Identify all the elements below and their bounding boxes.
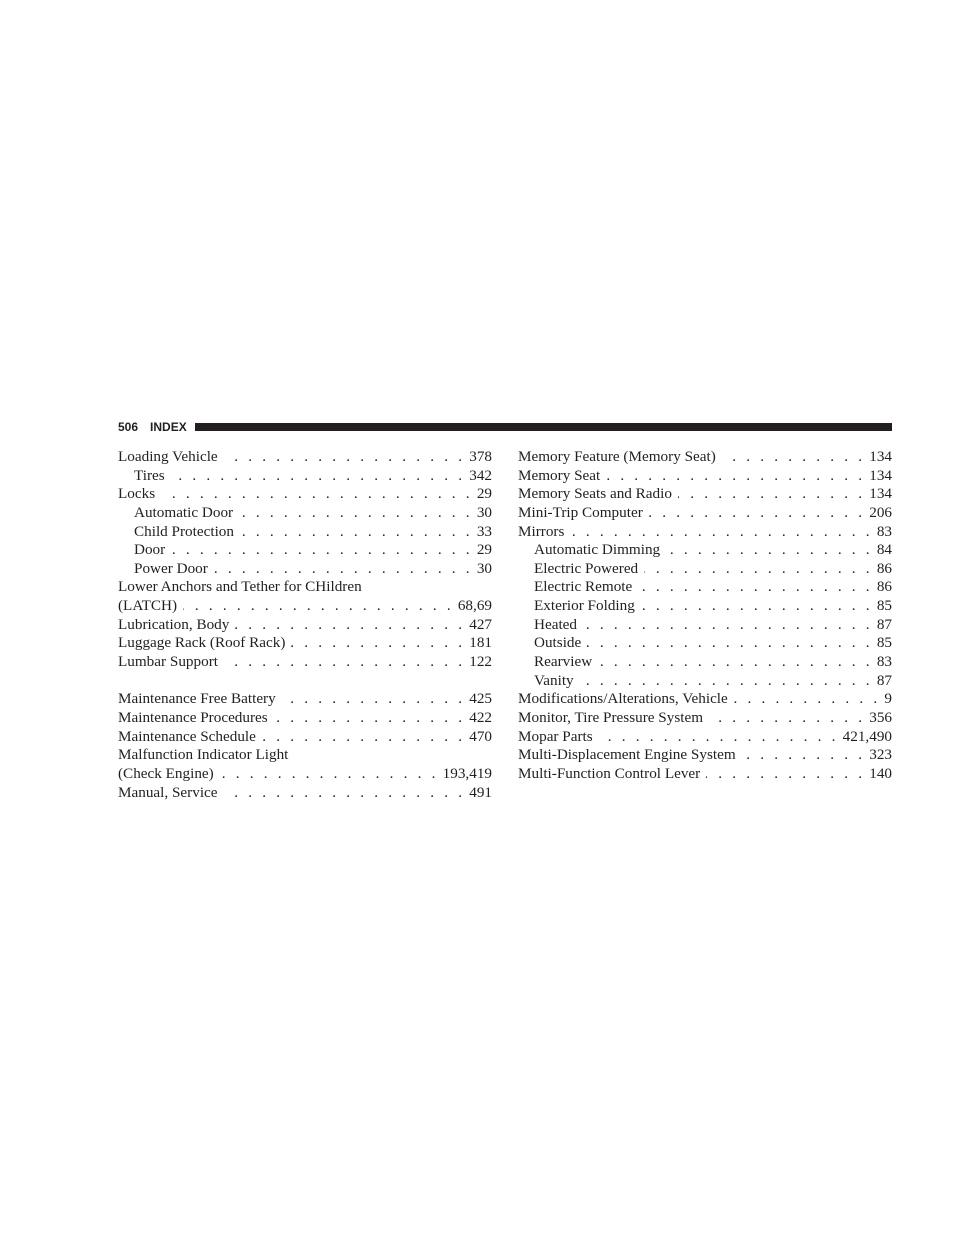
- dot-leader: [742, 746, 866, 765]
- index-page-ref: 29: [476, 485, 492, 503]
- dot-leader: [570, 523, 872, 542]
- index-entry: [518, 467, 892, 486]
- index-entry: [518, 746, 892, 765]
- index-page-ref: 342: [469, 466, 492, 484]
- index-page-ref: 356: [869, 708, 892, 726]
- dot-leader: [587, 634, 873, 653]
- index-entry: [118, 578, 492, 597]
- index-page-ref: 206: [869, 503, 892, 521]
- dot-leader: [262, 728, 465, 747]
- index-term: Exterior Folding: [534, 597, 635, 615]
- dot-leader: [183, 597, 454, 616]
- dot-leader: [224, 784, 466, 803]
- index-subentry: [518, 634, 892, 653]
- index-entry: [118, 709, 492, 728]
- index-term: Modifications/Alterations, Vehicle: [518, 690, 728, 708]
- dot-leader: [161, 485, 473, 504]
- index-page-ref: 33: [476, 522, 492, 540]
- index-subentry: [518, 672, 892, 691]
- index-page-ref: 421,490: [842, 727, 892, 745]
- index-page-ref: 86: [876, 578, 892, 596]
- index-entry: [518, 765, 892, 784]
- index-term: Multi-Displacement Engine System: [518, 746, 736, 764]
- index-term: Loading Vehicle: [118, 448, 218, 465]
- index-page-ref: 422: [469, 708, 492, 726]
- index-term: Automatic Dimming: [534, 541, 661, 559]
- index-subentry: [518, 653, 892, 672]
- index-term: (Check Engine): [118, 764, 214, 782]
- index-entry: [118, 485, 492, 504]
- index-page-ref: 29: [476, 541, 492, 559]
- index-entry: [118, 597, 492, 616]
- index-page-ref: 122: [469, 653, 492, 671]
- index-page-ref: 84: [876, 541, 892, 559]
- index-page-ref: 140: [869, 764, 892, 782]
- index-term: Memory Seats and Radio: [518, 485, 672, 503]
- dot-leader: [220, 765, 439, 784]
- dot-leader: [171, 541, 473, 560]
- index-entry: [118, 634, 492, 653]
- index-term: Electric Powered: [534, 559, 639, 577]
- index-term: Mirrors: [518, 522, 565, 540]
- index-page-ref: 193,419: [442, 764, 492, 782]
- dot-leader: [638, 578, 873, 597]
- index-term: Rearview: [534, 653, 593, 671]
- index-term: Luggage Rack (Roof Rack): [118, 634, 286, 652]
- index-term: Memory Feature (Memory Seat): [518, 448, 716, 465]
- index-entry: [518, 485, 892, 504]
- dot-leader: [291, 634, 465, 653]
- dot-leader: [641, 597, 873, 616]
- index-term: Maintenance Schedule: [118, 727, 256, 745]
- index-entry: [118, 746, 492, 765]
- index-page-ref: 134: [869, 448, 892, 465]
- dot-leader: [240, 523, 473, 542]
- page-number: 506: [118, 420, 139, 434]
- index-term: Child Protection: [134, 522, 234, 540]
- index-subentry: [518, 578, 892, 597]
- index-page-ref: 83: [876, 522, 892, 540]
- header-rule: [195, 423, 892, 431]
- index-page-ref: 425: [469, 690, 492, 708]
- index-page-ref: 30: [476, 503, 492, 521]
- dot-leader: [224, 653, 465, 672]
- dot-leader: [274, 709, 466, 728]
- index-page-ref: 134: [869, 466, 892, 484]
- dot-leader: [606, 467, 865, 486]
- index-page-ref: 181: [469, 634, 492, 652]
- index-entry: [518, 523, 892, 542]
- index-term: Outside: [534, 634, 582, 652]
- index-page-ref: 85: [876, 597, 892, 615]
- index-term: Multi-Function Control Lever: [518, 764, 701, 782]
- index-page-ref: 378: [469, 448, 492, 465]
- page-header: [118, 419, 892, 435]
- index-entry: [518, 690, 892, 709]
- section-title: INDEX: [150, 420, 187, 434]
- index-subentry: [518, 560, 892, 579]
- index-page-ref: 323: [869, 746, 892, 764]
- dot-leader: [734, 690, 881, 709]
- dot-leader: [598, 653, 873, 672]
- index-entry: [118, 448, 492, 467]
- index-page-ref: 427: [469, 615, 492, 633]
- dot-leader: [214, 560, 473, 579]
- index-term: Door: [134, 541, 166, 559]
- index-entry: [118, 690, 492, 709]
- index-term: Power Door: [134, 559, 208, 577]
- index-term: Automatic Door: [134, 503, 234, 521]
- index-page-ref: 85: [876, 634, 892, 652]
- index-subentry: [118, 541, 492, 560]
- index-term: Manual, Service: [118, 783, 218, 801]
- index-term: Maintenance Free Battery: [118, 690, 276, 708]
- index-term: Vanity: [534, 671, 574, 689]
- index-subentry: [118, 467, 492, 486]
- index-subentry: [118, 523, 492, 542]
- index-entry: [518, 448, 892, 467]
- index-entry: [518, 728, 892, 747]
- dot-leader: [709, 709, 865, 728]
- dot-leader: [666, 541, 873, 560]
- index-term: Mopar Parts: [518, 727, 593, 745]
- index-term: Lower Anchors and Tether for CHildren: [118, 578, 362, 596]
- index-term: Mini-Trip Computer: [518, 503, 643, 521]
- index-term: Lubrication, Body: [118, 615, 230, 633]
- index-term: Malfunction Indicator Light: [118, 746, 289, 764]
- index-entry: [518, 504, 892, 523]
- index-entry: [118, 616, 492, 635]
- index-term: Lumbar Support: [118, 653, 218, 671]
- index-term: (LATCH): [118, 597, 178, 615]
- index-page-ref: 134: [869, 485, 892, 503]
- index-column-right: [518, 448, 892, 784]
- dot-leader: [282, 690, 466, 709]
- dot-leader: [644, 560, 873, 579]
- index-page-ref: 30: [476, 559, 492, 577]
- index-page-ref: 86: [876, 559, 892, 577]
- dot-leader: [239, 504, 473, 523]
- index-entry: [118, 728, 492, 747]
- index-page-ref: 9: [884, 690, 892, 708]
- dot-leader: [722, 448, 865, 467]
- index-term: Monitor, Tire Pressure System: [518, 708, 704, 726]
- dot-leader: [599, 728, 839, 747]
- dot-leader: [171, 467, 466, 486]
- index-page-ref: 68,69: [457, 597, 492, 615]
- index-term: Locks: [118, 485, 156, 503]
- index-subentry: [118, 504, 492, 523]
- index-entry: [118, 784, 492, 803]
- index-subentry: [118, 560, 492, 579]
- index-page-ref: 87: [876, 671, 892, 689]
- index-term: Maintenance Procedures: [118, 708, 268, 726]
- dot-leader: [583, 616, 873, 635]
- dot-leader: [678, 485, 865, 504]
- index-page-ref: 83: [876, 653, 892, 671]
- index-term: Electric Remote: [534, 578, 633, 596]
- index-subentry: [518, 616, 892, 635]
- index-column-left: [118, 448, 492, 802]
- index-spacer: [118, 672, 492, 691]
- index-term: Heated: [534, 615, 578, 633]
- index-subentry: [518, 541, 892, 560]
- index-term: Memory Seat: [518, 466, 601, 484]
- index-entry: [118, 653, 492, 672]
- index-entry: [518, 709, 892, 728]
- index-page-ref: 491: [469, 783, 492, 801]
- index-entry: [118, 765, 492, 784]
- dot-leader: [224, 448, 466, 467]
- index-page-ref: 470: [469, 727, 492, 745]
- dot-leader: [580, 672, 873, 691]
- index-subentry: [518, 597, 892, 616]
- dot-leader: [706, 765, 865, 784]
- dot-leader: [235, 616, 465, 635]
- index-page-ref: 87: [876, 615, 892, 633]
- dot-leader: [649, 504, 865, 523]
- index-term: Tires: [134, 466, 165, 484]
